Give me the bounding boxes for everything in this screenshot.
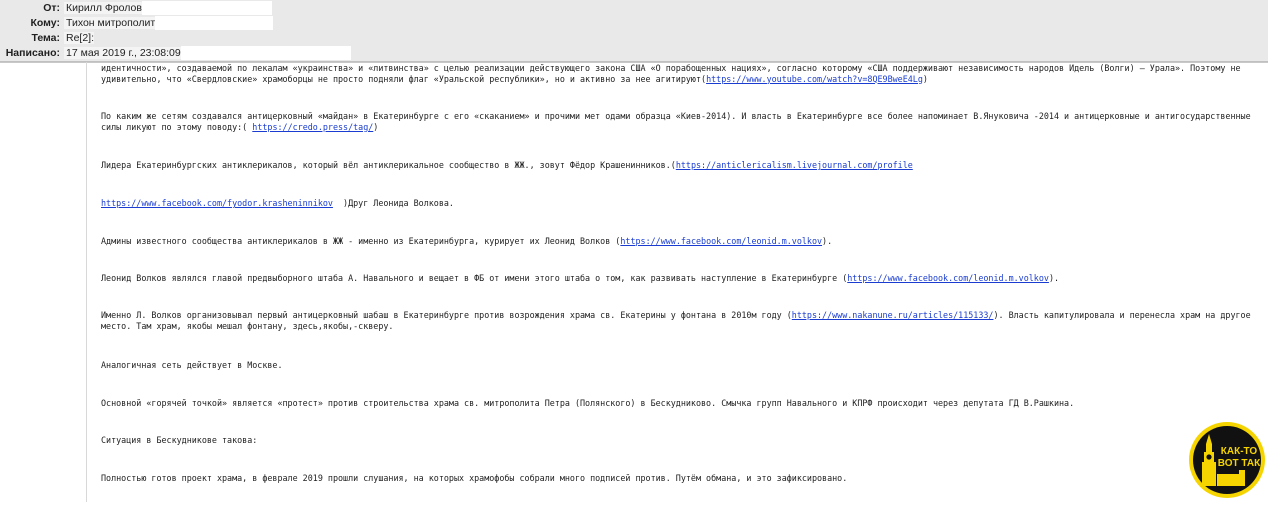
paragraph-11: Полностью готов проект храма, в феврале 2019 прошли слушания, на которых храмофобы собрали много подписей против. Путём обмана, и это зафиксировано.: [101, 473, 848, 483]
paragraph-5-text: Админы известного сообщества антиклерикалов в ЖЖ - именно из Екатеринбурга, курирует их Леонид Волков (: [101, 236, 621, 246]
date-row: [0, 45, 351, 60]
subject-row: [0, 30, 94, 45]
date-value: 17 мая 2019 г., 23:08:09: [66, 46, 181, 59]
subject-label: Тема:: [31, 31, 60, 44]
paragraph-3-text: Лидера Екатеринбургских антиклерикалов, который вёл антиклерикальное сообщество в ЖЖ., зовут Фёдор Крашенинников.(: [101, 160, 676, 170]
credo-link[interactable]: https://credo.press/tag/: [252, 121, 374, 132]
date-redaction: [181, 46, 351, 60]
paragraph-1-text: идентичности», создаваемой по лекалам «украинства» и «литвинства» с целью реализации действующего закона США «О порабощенных нациях», согласно которому «США поддерживают независимость народов Идель (Волги) — Урала». Поэтому не удивительно, что «Свердловские» храмоборцы не просто подняли флаг «Уральской республики», но и активно за нее агитируют(: [101, 63, 1241, 84]
paragraph-1: [101, 63, 1271, 84]
from-value[interactable]: Кирилл Фролов: [66, 1, 142, 14]
from-row: [0, 0, 272, 15]
kak-to-vot-tak-logo: [1187, 420, 1267, 500]
paragraph-6-text: Леонид Волков являлся главой предвыборного штаба А. Навального и вещает в ФБ от имени этого штаба о том, как развивать наступление в Екатеринбурге (: [101, 273, 848, 283]
logo-line2: ВОТ ТАК: [1217, 458, 1261, 469]
nakanune-link[interactable]: https://www.nakanune.ru/articles/115133/: [791, 310, 994, 320]
to-value[interactable]: Тихон митрополит: [66, 16, 156, 29]
paragraph-1-tail: ): [922, 73, 928, 84]
to-row: [0, 15, 273, 30]
logo-svg: [1187, 420, 1267, 500]
paragraph-4-text: )Друг Леонида Волкова.: [343, 198, 454, 208]
paragraph-5-tail: ).: [822, 236, 833, 246]
paragraph-6: [101, 273, 1271, 284]
to-label: Кому:: [30, 16, 60, 29]
paragraph-8: Аналогичная сеть действует в Москве.: [101, 360, 283, 370]
facebook-volkov-link-2[interactable]: https://www.facebook.com/leonid.m.volkov: [847, 273, 1049, 283]
from-label: От:: [43, 1, 60, 14]
quote-rule: [86, 62, 87, 502]
paragraph-2: [101, 111, 1271, 132]
paragraph-3: [101, 160, 1271, 171]
paragraph-6-tail: ).: [1048, 273, 1060, 283]
paragraph-9: Основной «горячей точкой» является «протест» против строительства храма св. митрополита Петра (Полянского) в Бескудниково. Смычка групп Навального и КПРФ происходит через депутата ГД В.Рашкина.: [101, 398, 1075, 408]
livejournal-link[interactable]: https://anticlericalism.livejournal.com/profile: [675, 160, 913, 170]
facebook-volkov-link-1[interactable]: https://www.facebook.com/leonid.m.volkov: [620, 236, 823, 246]
date-label: Написано:: [5, 46, 60, 59]
paragraph-7: [101, 310, 1271, 331]
logo-line1: КАК-ТО: [1220, 446, 1258, 457]
paragraph-4: [101, 198, 1271, 209]
from-redaction: [142, 1, 272, 15]
paragraph-7-text: Именно Л. Волков организовывал первый антицерковный шабаш в Екатеринбурге против возрождения храма св. Екатерины у фонтана в 2010м году (: [101, 310, 792, 320]
youtube-link[interactable]: https://www.youtube.com/watch?v=8QE9BweE4Lg: [706, 73, 923, 84]
paragraph-5: [101, 236, 1271, 247]
paragraph-7-tail: ). Власть капитулировала и перенесла храм на другое место. Там храм, якобы мешал фонтану, здесь,якобы,-скверу.: [101, 310, 1251, 331]
to-redaction: [155, 16, 273, 30]
paragraph-2-text: По каким же сетям создавался антицерковный «майдан» в Екатеринбурге с его «скаканием» и прочими мет одами образца «Киев-2014). И власть в Екатеринбурге все более напоминает В.Януковича -2014 и антицерковные и антигосударственные силы ликуют по этому поводу:(: [101, 111, 1251, 132]
facebook-krasheninnikov-link[interactable]: https://www.facebook.com/fyodor.krasheninnikov: [101, 198, 333, 208]
paragraph-10: Ситуация в Бескудникове такова:: [101, 435, 258, 445]
subject-value[interactable]: Re[2]:: [66, 31, 95, 44]
message-header: [0, 0, 1268, 63]
header-divider: [0, 61, 1268, 62]
paragraph-2-tail: ): [373, 121, 379, 132]
